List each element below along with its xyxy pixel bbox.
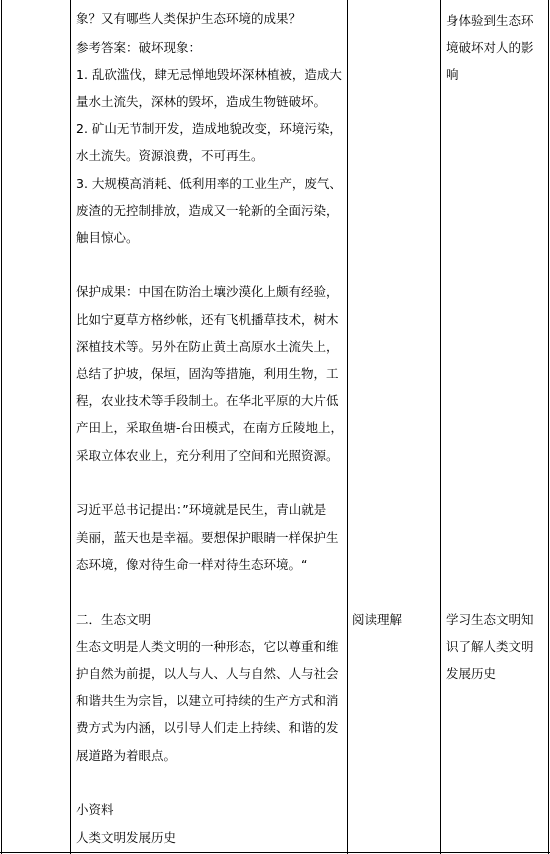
content-line: 程，农业技术等手段制土。在华北平原的大片低 <box>76 393 339 408</box>
content-line: 1. 乱砍滥伐，肆无忌惮地毁坏深林植被，造成大 <box>76 67 342 82</box>
content-line: 象？又有哪些人类保护生态环境的成果？ <box>76 11 302 26</box>
section-heading: 二．生态文明 <box>76 612 152 627</box>
intent-line: 响 <box>446 67 459 82</box>
table-border-bottom <box>0 852 550 853</box>
content-line: 量水土流失，深林的毁坏，造成生物链破坏。 <box>76 94 327 109</box>
intent-line: 学习生态文明知 <box>446 612 534 627</box>
intent-line: 身体验到生态环 <box>446 13 534 28</box>
content-line: 展道路为着眼点。 <box>76 748 177 763</box>
content-line: 总结了护坡，保垣，固沟等措施，利用生物，工 <box>76 366 339 381</box>
column-divider-1 <box>70 0 71 854</box>
content-line: 态环境，像对待生命一样对待生态环境。“ <box>76 557 308 572</box>
content-line: 3. 大规模高消耗、低利用率的工业生产，废气、 <box>76 176 342 191</box>
content-line: 深植技术等。另外在防止黄土高原水土流失上， <box>76 339 339 354</box>
content-line: 2. 矿山无节制开发，造成地貌改变，环境污染， <box>76 121 342 136</box>
intent-line: 发展历史 <box>446 666 497 681</box>
content-line: 保护成果：中国在防治土壤沙漠化上颇有经验， <box>76 284 339 299</box>
column-divider-3 <box>440 0 441 854</box>
content-line: 触目惊心。 <box>76 230 139 245</box>
column-divider-2 <box>347 0 348 854</box>
table-border-right <box>548 0 549 854</box>
content-line: 参考答案：破坏现象： <box>76 40 202 55</box>
content-line: 水土流失。资源浪费，不可再生。 <box>76 148 264 163</box>
content-line: 和谐共生为宗旨，以建立可持续的生产方式和消 <box>76 693 339 708</box>
content-line: 废渣的无控制排放，造成又一轮新的全面污染， <box>76 203 339 218</box>
table-border-left <box>1 0 2 854</box>
content-line: 比如宁夏草方格纱帐，还有飞机播草技术，树木 <box>76 312 339 327</box>
content-line: 护自然为前提，以人与人、人与自然、人与社会 <box>76 666 339 681</box>
intent-line: 境破坏对人的影 <box>446 40 534 55</box>
content-line: 生态文明是人类文明的一种形态，它以尊重和维 <box>76 639 339 654</box>
content-line: 人类文明发展历史 <box>76 830 177 845</box>
content-line: 美丽，蓝天也是幸福。要想保护眼睛一样保护生 <box>76 530 339 545</box>
activity-label: 阅读理解 <box>352 612 403 627</box>
content-line: 产田上，采取鱼塘-台田模式，在南方丘陵地上， <box>76 420 344 435</box>
content-line: 习近平总书记提出：”环境就是民生，青山就是 <box>76 502 327 517</box>
content-line: 小资料 <box>76 802 114 817</box>
content-line: 费方式为内涵，以引导人们走上持续、和谐的发 <box>76 720 339 735</box>
content-line: 采取立体农业上，充分利用了空间和光照资源。 <box>76 448 339 463</box>
intent-line: 识了解人类文明 <box>446 639 534 654</box>
